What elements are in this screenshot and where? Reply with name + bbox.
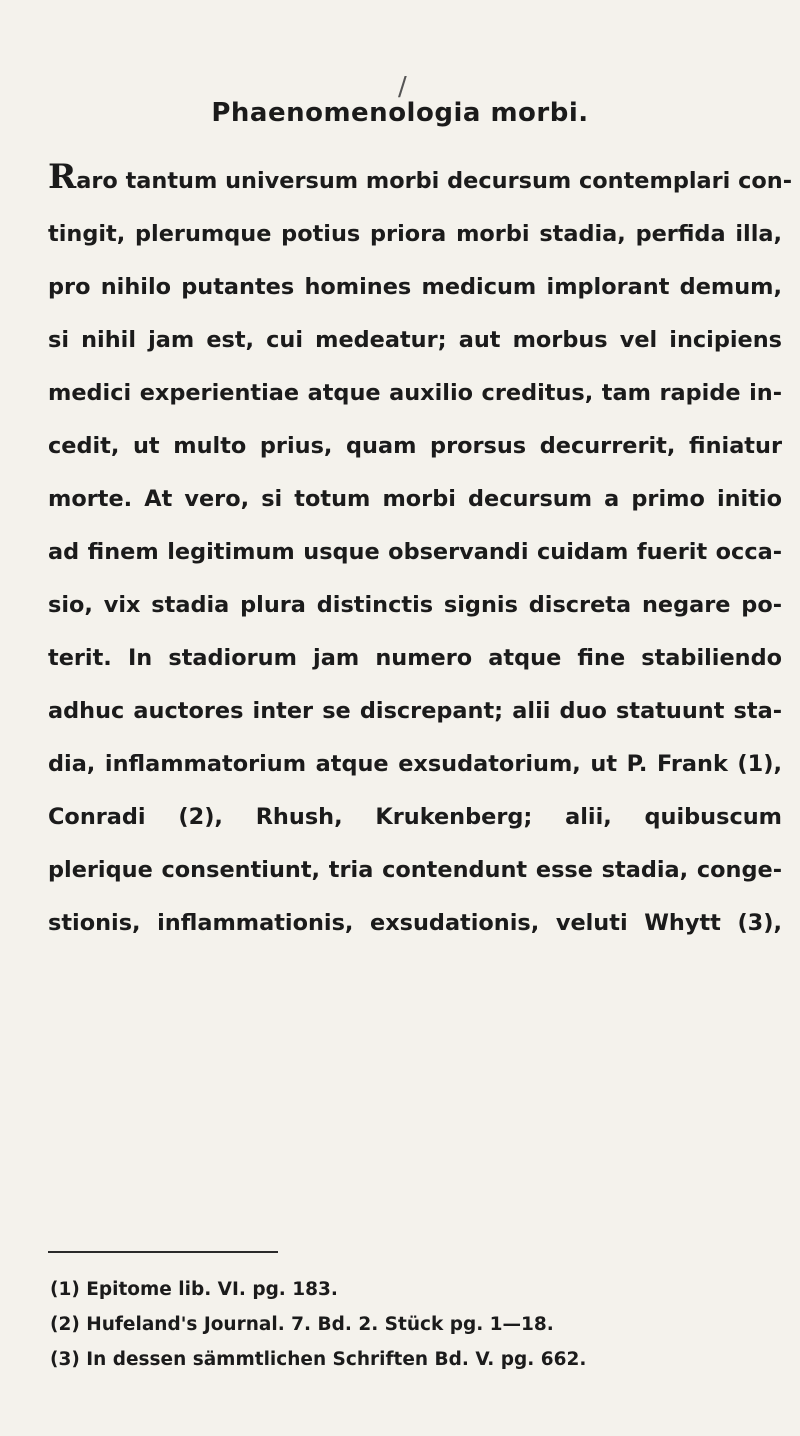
- footnote: (3) In dessen sämmtlichen Schriften Bd. V. pg. 662.: [50, 1349, 587, 1370]
- stray-pencil-mark: /: [398, 72, 407, 102]
- text-line: tingit, plerumque potius priora morbi stadia, perfida illa,: [48, 221, 782, 247]
- text-line: dia, inflammatorium atque exsudatorium, ut P. Frank (1),: [48, 751, 782, 777]
- text-line: si nihil jam est, cui medeatur; aut morbus vel incipiens: [48, 327, 782, 353]
- text-line-content: aro tantum universum morbi decursum contemplari con-: [76, 168, 793, 194]
- text-line: pro nihilo putantes homines medicum implorant demum,: [48, 274, 782, 300]
- text-line: ad finem legitimum usque observandi cuidam fuerit occa-: [48, 539, 782, 565]
- text-line: adhuc auctores inter se discrepant; alii duo statuunt sta-: [48, 698, 782, 724]
- footnotes: [50, 1272, 770, 1377]
- drop-capital: R: [48, 157, 77, 197]
- text-line: [48, 155, 793, 208]
- body-paragraph: [48, 155, 793, 950]
- text-line: cedit, ut multo prius, quam prorsus decurrerit, finiatur: [48, 433, 782, 459]
- text-line: medici experientiae atque auxilio creditus, tam rapide in-: [48, 380, 782, 406]
- text-line: stionis, inflammationis, exsudationis, veluti Whytt (3),: [48, 910, 782, 936]
- text-line: sio, vix stadia plura distinctis signis discreta negare po-: [48, 592, 782, 618]
- footnote: (1) Epitome lib. VI. pg. 183.: [50, 1279, 338, 1300]
- text-line: morte. At vero, si totum morbi decursum a primo initio: [48, 486, 782, 512]
- text-line: terit. In stadiorum jam numero atque fine stabiliendo: [48, 645, 782, 671]
- text-line: Conradi (2), Rhush, Krukenberg; alii, quibuscum: [48, 804, 782, 830]
- footnote: (2) Hufeland's Journal. 7. Bd. 2. Stück pg. 1—18.: [50, 1314, 554, 1335]
- page-heading: Phaenomenologia morbi.: [211, 98, 589, 128]
- text-line: plerique consentiunt, tria contendunt esse stadia, conge-: [48, 857, 782, 883]
- footnote-divider: [48, 1251, 278, 1253]
